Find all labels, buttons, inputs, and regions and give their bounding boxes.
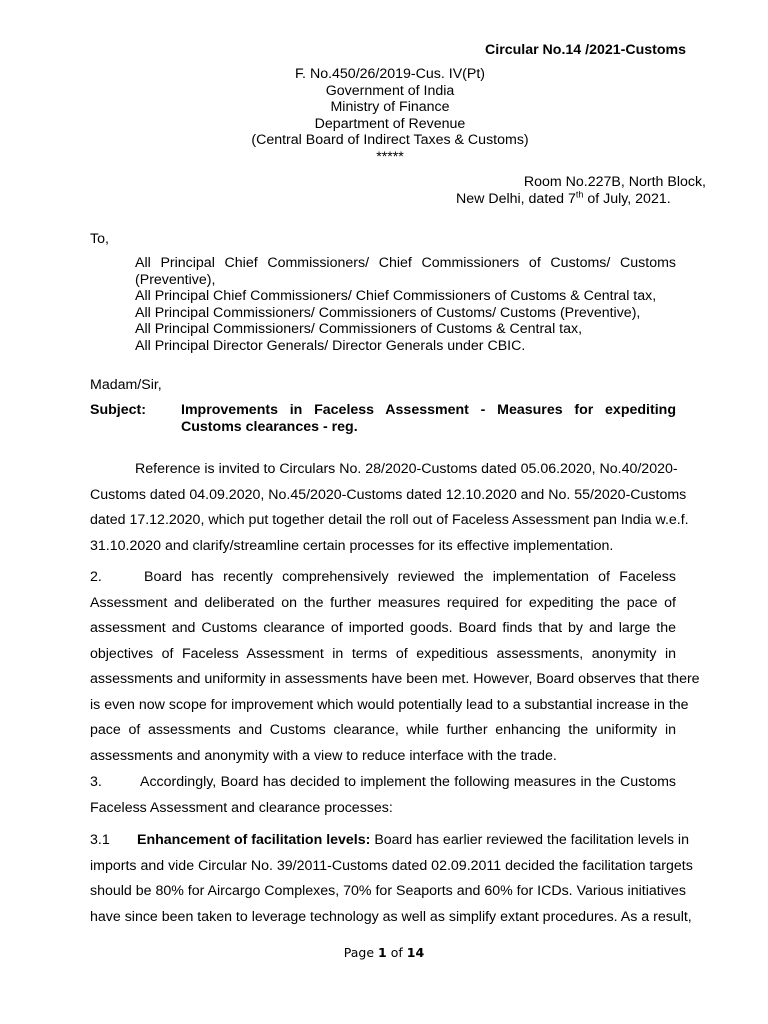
paragraph-line: Accordingly, Board has decided to implement the following measures in the Customs bbox=[140, 774, 676, 790]
ministry-line: Ministry of Finance bbox=[330, 99, 450, 116]
letterhead bbox=[90, 66, 690, 166]
paragraph-number: 3.1 bbox=[90, 832, 110, 848]
paragraph-number: 2. bbox=[90, 569, 102, 585]
paragraph-line: 31.10.2020 and clarify/streamline certain processes for its effective implementation. bbox=[90, 537, 614, 554]
file-number: F. No.450/26/2019-Cus. IV(Pt) bbox=[294, 66, 486, 82]
of-word: of bbox=[390, 945, 403, 960]
paragraph-line: assessments and uniformity in assessments have been met. However, Board observes that there bbox=[90, 671, 700, 687]
page-word: Page bbox=[343, 945, 375, 960]
paragraph-line: pace of assessments and Customs clearance, while further enhancing the uniformity in bbox=[90, 722, 676, 738]
paragraph-line: Reference is invited to Circulars No. 28/2020-Customs dated 05.06.2020, No.40/2020- bbox=[135, 461, 678, 477]
page-footer bbox=[0, 945, 768, 960]
address-date-block bbox=[430, 174, 706, 207]
separator-stars: ***** bbox=[376, 148, 404, 165]
addressee-line: All Principal Commissioners/ Commissioners of Customs & Central tax, bbox=[135, 321, 583, 337]
paragraph-line: should be 80% for Aircargo Complexes, 70% for Seaports and 60% for ICDs. Various initiatives bbox=[90, 883, 686, 899]
circular-number: Circular No.14 /2021-Customs bbox=[485, 42, 687, 58]
paragraph-number: 3. bbox=[90, 774, 102, 790]
page-total: 14 bbox=[406, 945, 425, 960]
paragraph-line: Faceless Assessment and clearance processes: bbox=[90, 799, 393, 816]
paragraph-line: assessment and Customs clearance of imported goods. Board finds that by and large the bbox=[90, 620, 676, 636]
date-line: New Delhi, dated 7th of July, 2021. bbox=[456, 188, 671, 207]
subject-text bbox=[181, 402, 676, 435]
paragraph-3-1 bbox=[90, 828, 693, 930]
department-line: Department of Revenue bbox=[314, 115, 466, 132]
subject-line: Customs clearances - reg. bbox=[181, 418, 358, 435]
addressee-line: (Preventive), bbox=[135, 271, 216, 288]
salutation-to: To, bbox=[90, 231, 109, 247]
paragraph-line: Board has earlier reviewed the facilitation levels in bbox=[370, 832, 689, 848]
addressee-line: All Principal Chief Commissioners/ Chief Commissioners of Customs & Central tax, bbox=[135, 288, 657, 304]
subject-label: Subject: bbox=[90, 402, 146, 418]
paragraph-line: have since been taken to leverage technology as well as simplify extant procedures. As a result, bbox=[90, 908, 692, 925]
addressee-line: All Principal Chief Commissioners/ Chief Commissioners of Customs/ Customs bbox=[135, 255, 676, 271]
paragraph-line: Customs dated 04.09.2020, No.45/2020-Customs dated 12.10.2020 and No. 55/2020-Customs bbox=[90, 486, 687, 503]
board-line: (Central Board of Indirect Taxes & Customs) bbox=[251, 132, 529, 149]
government-line: Government of India bbox=[325, 82, 455, 99]
paragraph-1 bbox=[90, 457, 689, 559]
paragraph-3 bbox=[90, 770, 676, 821]
subject-line: Improvements in Faceless Assessment - Measures for expediting bbox=[181, 402, 676, 418]
addressee-list bbox=[135, 255, 676, 354]
greeting: Madam/Sir, bbox=[90, 377, 162, 393]
page-number: 1 bbox=[378, 945, 387, 960]
addressee-line: All Principal Commissioners/ Commissioners of Customs/ Customs (Preventive), bbox=[135, 304, 641, 321]
paragraph-line: objectives of Faceless Assessment in terms of expeditious assessments, anonymity in bbox=[90, 645, 676, 662]
paragraph-line: dated 17.12.2020, which put together detail the roll out of Faceless Assessment pan India w.e.f. bbox=[90, 512, 689, 528]
room-line: Room No.227B, North Block, bbox=[523, 174, 706, 190]
paragraph-2 bbox=[90, 565, 700, 769]
paragraph-line: assessments and anonymity with a view to reduce interface with the trade. bbox=[90, 747, 557, 764]
paragraph-line: is even now scope for improvement which would potentially lead to a substantial increase in the bbox=[90, 696, 689, 713]
section-heading: Enhancement of facilitation levels: bbox=[137, 832, 371, 848]
paragraph-line: imports and vide Circular No. 39/2011-Customs dated 02.09.2011 decided the facilitation targets bbox=[90, 857, 693, 874]
addressee-line: All Principal Director Generals/ Director Generals under CBIC. bbox=[135, 337, 526, 354]
paragraph-line: Board has recently comprehensively reviewed the implementation of Faceless bbox=[144, 569, 676, 585]
paragraph-line: Assessment and deliberated on the further measures required for expediting the pace of bbox=[90, 594, 676, 611]
